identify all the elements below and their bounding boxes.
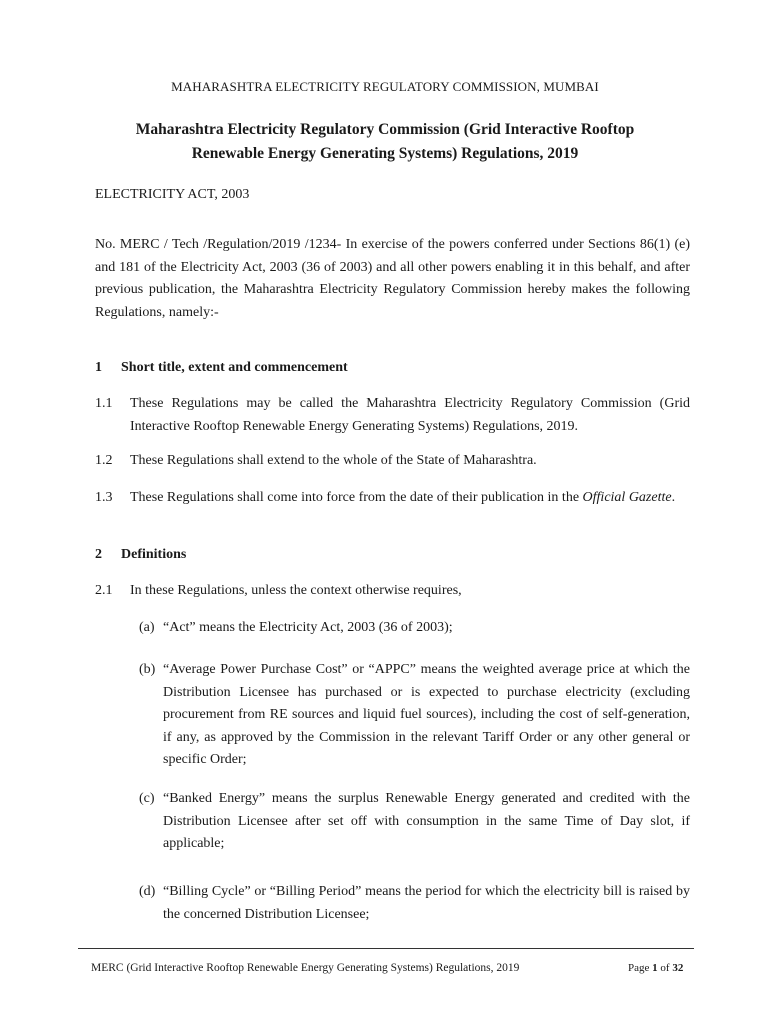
clause-2-1 — [95, 580, 690, 603]
page-number: 1 — [652, 962, 658, 974]
definition-text: “Average Power Purchase Cost” or “APPC” means the weighted average price at which the Distribution Licensee has purchased or is expected to purchase electricity (excluding procurement from RE sources and liquid fuel sources), including the cost of self-generation, if any, as approved by the Commission in the relevant Tariff Order or any other general or specific Order; — [163, 662, 690, 767]
title-line-2: Renewable Energy Generating Systems) Regulations, 2019 — [191, 145, 579, 162]
clause-text-main: These Regulations shall come into force from the date of their publication in the — [130, 490, 583, 505]
definition-label: (b) — [139, 662, 156, 677]
clause-text: These Regulations may be called the Maharashtra Electricity Regulatory Commission (Grid Interactive Rooftop Renewable Energy Generating Systems) Regulations, 2019. — [130, 396, 690, 434]
footer-divider — [78, 948, 694, 949]
section-1-heading — [95, 360, 348, 376]
act-heading: ELECTRICITY ACT, 2003 — [95, 187, 250, 202]
section-2-heading — [95, 547, 186, 563]
clause-1-3 — [95, 487, 690, 510]
definition-label: (a) — [139, 620, 155, 635]
definition-label: (d) — [139, 884, 156, 899]
definition-c — [139, 788, 690, 856]
clause-number: 2.1 — [95, 583, 113, 598]
definition-b — [139, 659, 690, 772]
clause-number: 1.2 — [95, 453, 113, 468]
definition-text: “Banked Energy” means the surplus Renewable Energy generated and credited with the Distribution Licensee after set off with consumption in the same Time of Day slot, if applicable; — [163, 791, 690, 851]
clause-text-end: . — [671, 490, 676, 505]
clause-text: These Regulations shall extend to the whole of the State of Maharashtra. — [130, 453, 537, 468]
definition-label: (c) — [139, 791, 155, 806]
definition-text: “Billing Cycle” or “Billing Period” means the period for which the electricity bill is raised by the concerned Distribution Licensee; — [163, 884, 690, 922]
clause-number: 1.1 — [95, 396, 113, 411]
section-title: Definitions — [121, 547, 187, 562]
page-indicator — [628, 962, 683, 974]
definition-a — [139, 617, 690, 640]
gazette-italic: Official Gazette — [582, 490, 672, 505]
commission-header: MAHARASHTRA ELECTRICITY REGULATORY COMMISSION, MUMBAI — [171, 79, 599, 94]
clause-text — [130, 487, 690, 510]
clause-text: In these Regulations, unless the context otherwise requires, — [130, 583, 462, 598]
clause-number: 1.3 — [95, 490, 113, 505]
section-number: 2 — [95, 547, 102, 562]
section-number: 1 — [95, 360, 102, 375]
footer-running-title: MERC (Grid Interactive Rooftop Renewable Energy Generating Systems) Regulations, 2019 — [91, 962, 520, 974]
regulation-title — [60, 118, 710, 166]
section-title: Short title, extent and commencement — [121, 360, 348, 375]
page-word: Page — [628, 962, 650, 974]
of-word: of — [660, 962, 670, 974]
clause-1-1 — [95, 393, 690, 438]
clause-1-2 — [95, 450, 690, 473]
page-total: 32 — [672, 962, 684, 974]
preamble-paragraph: No. MERC / Tech /Regulation/2019 /1234- In exercise of the powers conferred under Sections 86(1) (e) and 181 of the Electricity Act, 2003 (36 of 2003) and all other powers enabling it in this behalf, and after previous publication, the Maharashtra Electricity Regulatory Commission hereby makes the following Regulations, namely:- — [95, 237, 690, 320]
definition-d — [139, 881, 690, 926]
definition-text: “Act” means the Electricity Act, 2003 (36 of 2003); — [163, 620, 453, 635]
title-line-1: Maharashtra Electricity Regulatory Commission (Grid Interactive Rooftop — [135, 121, 635, 138]
